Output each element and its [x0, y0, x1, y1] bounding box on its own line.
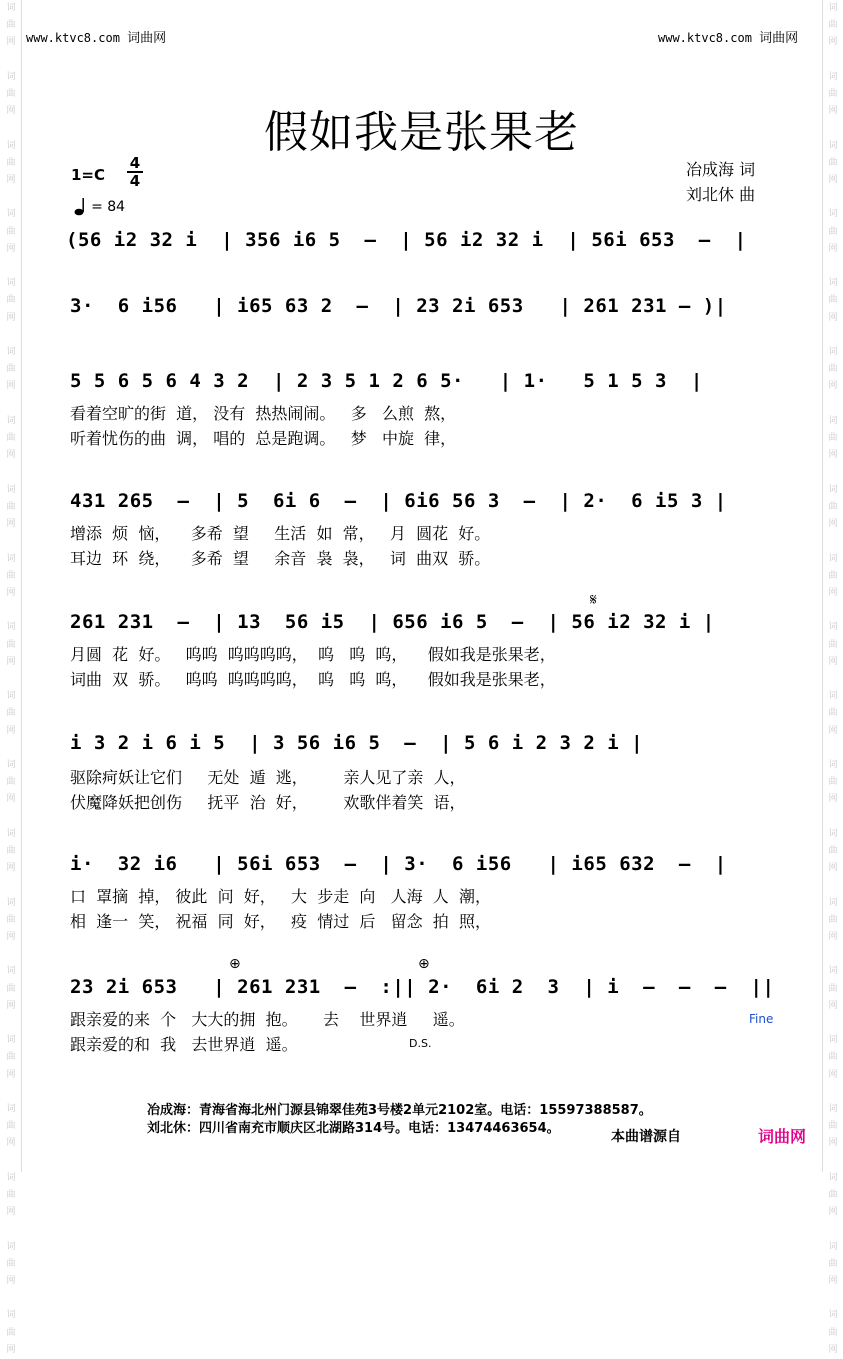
key-signature: 1=C — [71, 166, 106, 184]
score-row-4-notes: 431 265 – | 5 6i 6 – | 6i6 56 3 – | 2· 6 i5 3 | — [70, 490, 727, 512]
footer-source-text: 本曲谱源自 — [611, 1129, 681, 1145]
footer-brand-link[interactable]: 词曲网 — [758, 1127, 807, 1146]
composer-credit: 刘北休 曲 — [686, 185, 756, 204]
score-row-7-lyric-1: 口 罩摘 掉， 彼此 问 好， 大 步走 向 人海 人 潮， — [70, 887, 491, 906]
score-row-7-lyric-2: 相 逢一 笑， 祝福 同 好， 疫 情过 后 留念 拍 照， — [70, 912, 491, 931]
song-title: 假如我是张果老 — [264, 107, 579, 158]
score-row-3-lyric-2: 听着忧伤的曲 调， 唱的 总是跑调。 梦 中旋 律， — [70, 429, 457, 448]
score-row-6-lyric-2: 伏魔降妖把创伤 抚平 治 好， 欢歌伴着笑 语， — [70, 793, 466, 812]
time-signature — [127, 156, 143, 188]
site-name-left: 词曲网 — [127, 31, 167, 46]
score-row-6-lyric-1: 驱除疴妖让它们 无处 遁 逃， 亲人见了亲 人， — [70, 768, 466, 787]
lyricist-credit: 冶成海 词 — [686, 160, 756, 179]
score-row-8-lyric-2: 跟亲爱的和 我 去世界逍 遥。 — [70, 1035, 298, 1054]
site-name-right: 词曲网 — [759, 31, 799, 46]
time-signature-bottom: 4 — [129, 172, 141, 190]
score-row-5-notes: 261 231 – | 13 56 i5 | 656 i6 5 – | 56 i2 32 i | — [70, 611, 715, 633]
score-row-2-notes: 3· 6 i56 | i65 63 2 – | 23 2i 653 | 261 231 – )| — [70, 295, 727, 317]
score-row-6-notes: i 3 2 i 6 i 5 | 3 56 i6 5 – | 5 6 i 2 3 2 i | — [70, 732, 644, 754]
score-row-1-notes: (56 i2 32 i | 356 i6 5 – | 56 i2 32 i | 56i 653 – | — [66, 229, 747, 251]
left-watermark-column: 词 曲 网 词 曲 网 词 曲 网 词 曲 网 词 曲 网 词 曲 网 词 曲 网 词 曲 网 词 曲 网 词 曲 网 词 曲 网 词 曲 网 词 曲 网 词 曲 网 词 曲 网 词 曲 网 词 曲 网 词 曲 网 词 曲 网 词 曲 网 — [1, 0, 22, 1172]
footer-contact-composer: 刘北休：四川省南充市顺庆区北湖路314号。电话：13474463654。 — [147, 1121, 560, 1136]
tempo-value: = 84 — [91, 199, 126, 215]
time-signature-top: 4 — [129, 154, 141, 172]
fine-mark: Fine — [749, 1012, 774, 1026]
quarter-note-icon — [74, 197, 86, 217]
score-row-4-lyric-2: 耳边 环 绕， 多希 望 余音 袅 袅， 词 曲双 骄。 — [70, 549, 491, 568]
score-row-3-notes: 5 5 6 5 6 4 3 2 | 2 3 5 1 2 6 5· | 1· 5 1 5 3 | — [70, 370, 703, 392]
score-row-3-lyric-1: 看着空旷的街 道， 没有 热热闹闹。 多 么煎 熬， — [70, 404, 457, 423]
coda-mark-2: ⊕ — [418, 956, 430, 972]
score-row-7-notes: i· 32 i6 | 56i 653 – | 3· 6 i56 | i65 632 – | — [70, 853, 727, 875]
score-row-8-notes: 23 2i 653 | 261 231 – :|| 2· 6i 2 3 | i – – – || — [70, 976, 775, 998]
segno-mark: 𝄋 — [590, 590, 597, 609]
site-mark-right[interactable] — [658, 27, 798, 46]
footer-contact-lyricist: 冶成海：青海省海北州门源县锦翠佳苑3号楼2单元2102室。电话：15597388587。 — [147, 1103, 652, 1118]
site-url-right[interactable]: www.ktvc8.com — [658, 31, 752, 45]
score-row-4-lyric-1: 增添 烦 恼， 多希 望 生活 如 常， 月 圆花 好。 — [70, 524, 491, 543]
score-row-8-lyric-1: 跟亲爱的来 个 大大的拥 抱。 去 世界逍 遥。 — [70, 1010, 465, 1029]
site-url-left[interactable]: www.ktvc8.com — [26, 31, 120, 45]
score-row-5-lyric-2: 词曲 双 骄。 呜呜 呜呜呜呜， 呜 呜 呜， 假如我是张果老， — [70, 670, 556, 689]
score-row-5-lyric-1: 月圆 花 好。 呜呜 呜呜呜呜， 呜 呜 呜， 假如我是张果老， — [70, 645, 556, 664]
tempo-marking — [74, 196, 125, 217]
ds-mark: D.S. — [409, 1037, 432, 1050]
right-watermark-column: 词 曲 网 词 曲 网 词 曲 网 词 曲 网 词 曲 网 词 曲 网 词 曲 网 词 曲 网 词 曲 网 词 曲 网 词 曲 网 词 曲 网 词 曲 网 词 曲 网 词 曲 网 词 曲 网 词 曲 网 词 曲 网 词 曲 网 词 曲 网 — [822, 0, 843, 1172]
site-mark-left[interactable] — [26, 27, 166, 46]
coda-mark-1: ⊕ — [229, 956, 241, 972]
